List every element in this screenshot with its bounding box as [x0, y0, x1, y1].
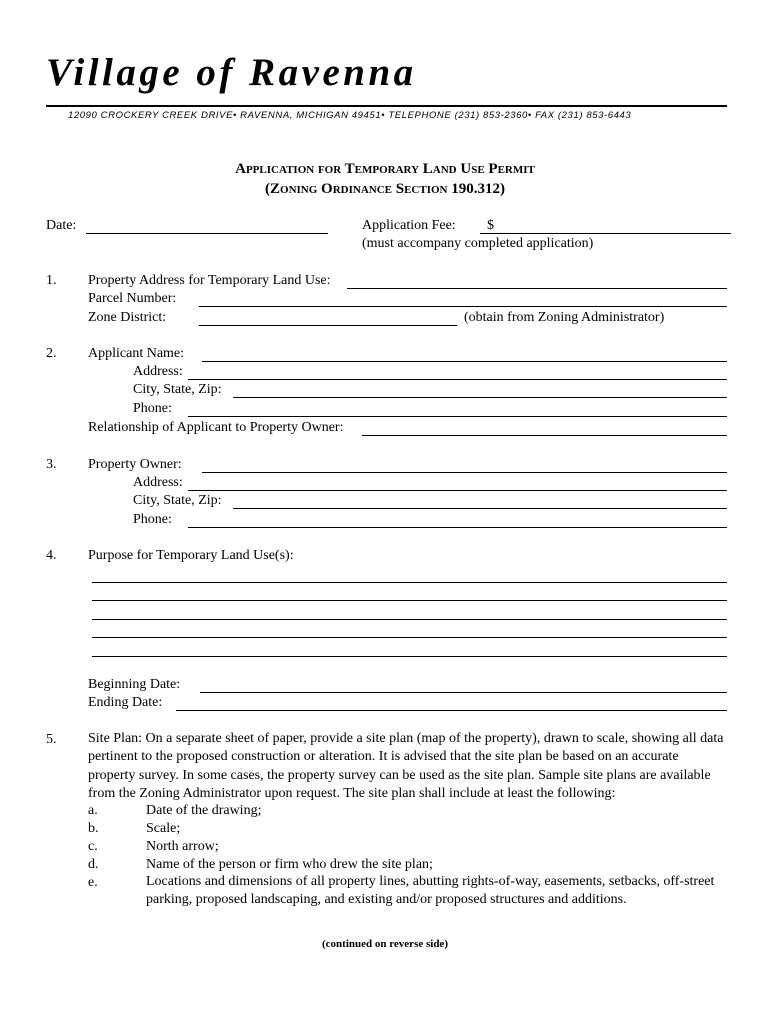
owner-phone-label: Phone: [133, 512, 172, 527]
purpose-label: Purpose for Temporary Land Use(s): [88, 548, 294, 563]
ending-date-field[interactable] [176, 710, 727, 711]
relationship-label: Relationship of Applicant to Property Owner: [88, 420, 344, 435]
section-2-number: 2. [46, 346, 57, 361]
owner-city-label: City, State, Zip: [133, 493, 222, 508]
item-text: Locations and dimensions of all property lines, abutting rights-of-way, easements, setbacks, off-street parking, proposed landscaping, and existing and/or proposed structures and additions. [146, 874, 715, 908]
purpose-line-1[interactable] [92, 582, 727, 583]
property-address-field[interactable] [347, 288, 727, 289]
relationship-field[interactable] [362, 435, 727, 436]
item-letter: a. [88, 803, 98, 818]
continued-note: (continued on reverse side) [322, 938, 448, 950]
owner-address-label: Address: [133, 475, 183, 490]
fee-note: (must accompany completed application) [362, 236, 594, 251]
purpose-line-5[interactable] [92, 656, 727, 657]
zone-district-label: Zone District: [88, 310, 167, 325]
applicant-phone-field[interactable] [188, 416, 727, 417]
beginning-date-field[interactable] [200, 692, 727, 693]
applicant-city-label: City, State, Zip: [133, 382, 222, 397]
form-subtitle: (Zoning Ordinance Section 190.312) [265, 181, 505, 197]
property-owner-field[interactable] [202, 472, 727, 473]
applicant-phone-label: Phone: [133, 401, 172, 416]
fee-label: Application Fee: [362, 218, 456, 233]
section-1-number: 1. [46, 273, 57, 288]
zone-district-note: (obtain from Zoning Administrator) [464, 310, 665, 325]
property-owner-label: Property Owner: [88, 457, 182, 472]
applicant-name-label: Applicant Name: [88, 346, 185, 361]
zone-district-field[interactable] [199, 325, 457, 326]
owner-city-field[interactable] [233, 508, 727, 509]
item-text: Scale; [146, 821, 181, 836]
section-4-number: 4. [46, 548, 57, 563]
section-5-number: 5. [46, 732, 57, 747]
item-text: Name of the person or firm who drew the site plan; [146, 857, 433, 872]
purpose-line-3[interactable] [92, 619, 727, 620]
ending-date-label: Ending Date: [88, 695, 163, 710]
item-text: North arrow; [146, 839, 219, 854]
form-title: Application for Temporary Land Use Permit [235, 161, 535, 177]
parcel-number-field[interactable] [199, 306, 727, 307]
parcel-number-label: Parcel Number: [88, 291, 177, 306]
owner-address-field[interactable] [188, 490, 727, 491]
date-label: Date: [46, 218, 77, 233]
section-3-number: 3. [46, 457, 57, 472]
item-text: Date of the drawing; [146, 803, 262, 818]
applicant-name-field[interactable] [202, 361, 727, 362]
village-title: Village of Ravenna [46, 51, 417, 94]
site-plan-paragraph: Site Plan: On a separate sheet of paper, provide a site plan (map of the property), drawn to scale, showing all data pertinent to the proposed construction or alteration. It is advised that the site plan be based on an accurate property survey. In some cases, the property survey can be used as the site plan. Sample site plans are available from the Zoning Administrator upon request. The site plan shall include at least the following: [88, 731, 724, 802]
item-letter: b. [88, 821, 99, 836]
item-letter: d. [88, 857, 99, 872]
fee-field[interactable] [480, 233, 731, 234]
applicant-city-field[interactable] [233, 397, 727, 398]
beginning-date-label: Beginning Date: [88, 677, 181, 692]
applicant-address-label: Address: [133, 364, 183, 379]
property-address-label: Property Address for Temporary Land Use: [88, 273, 331, 288]
village-address: 12090 CROCKERY CREEK DRIVE• RAVENNA, MICHIGAN 49451• TELEPHONE (231) 853-2360• FAX (231) 853-6443 [68, 110, 632, 121]
applicant-address-field[interactable] [188, 379, 727, 380]
purpose-line-4[interactable] [92, 637, 727, 638]
date-field[interactable] [86, 233, 328, 234]
purpose-line-2[interactable] [92, 600, 727, 601]
letterhead-rule [46, 105, 727, 107]
fee-currency: $ [487, 218, 494, 233]
item-letter: c. [88, 839, 98, 854]
owner-phone-field[interactable] [188, 527, 727, 528]
item-letter: e. [88, 875, 98, 890]
